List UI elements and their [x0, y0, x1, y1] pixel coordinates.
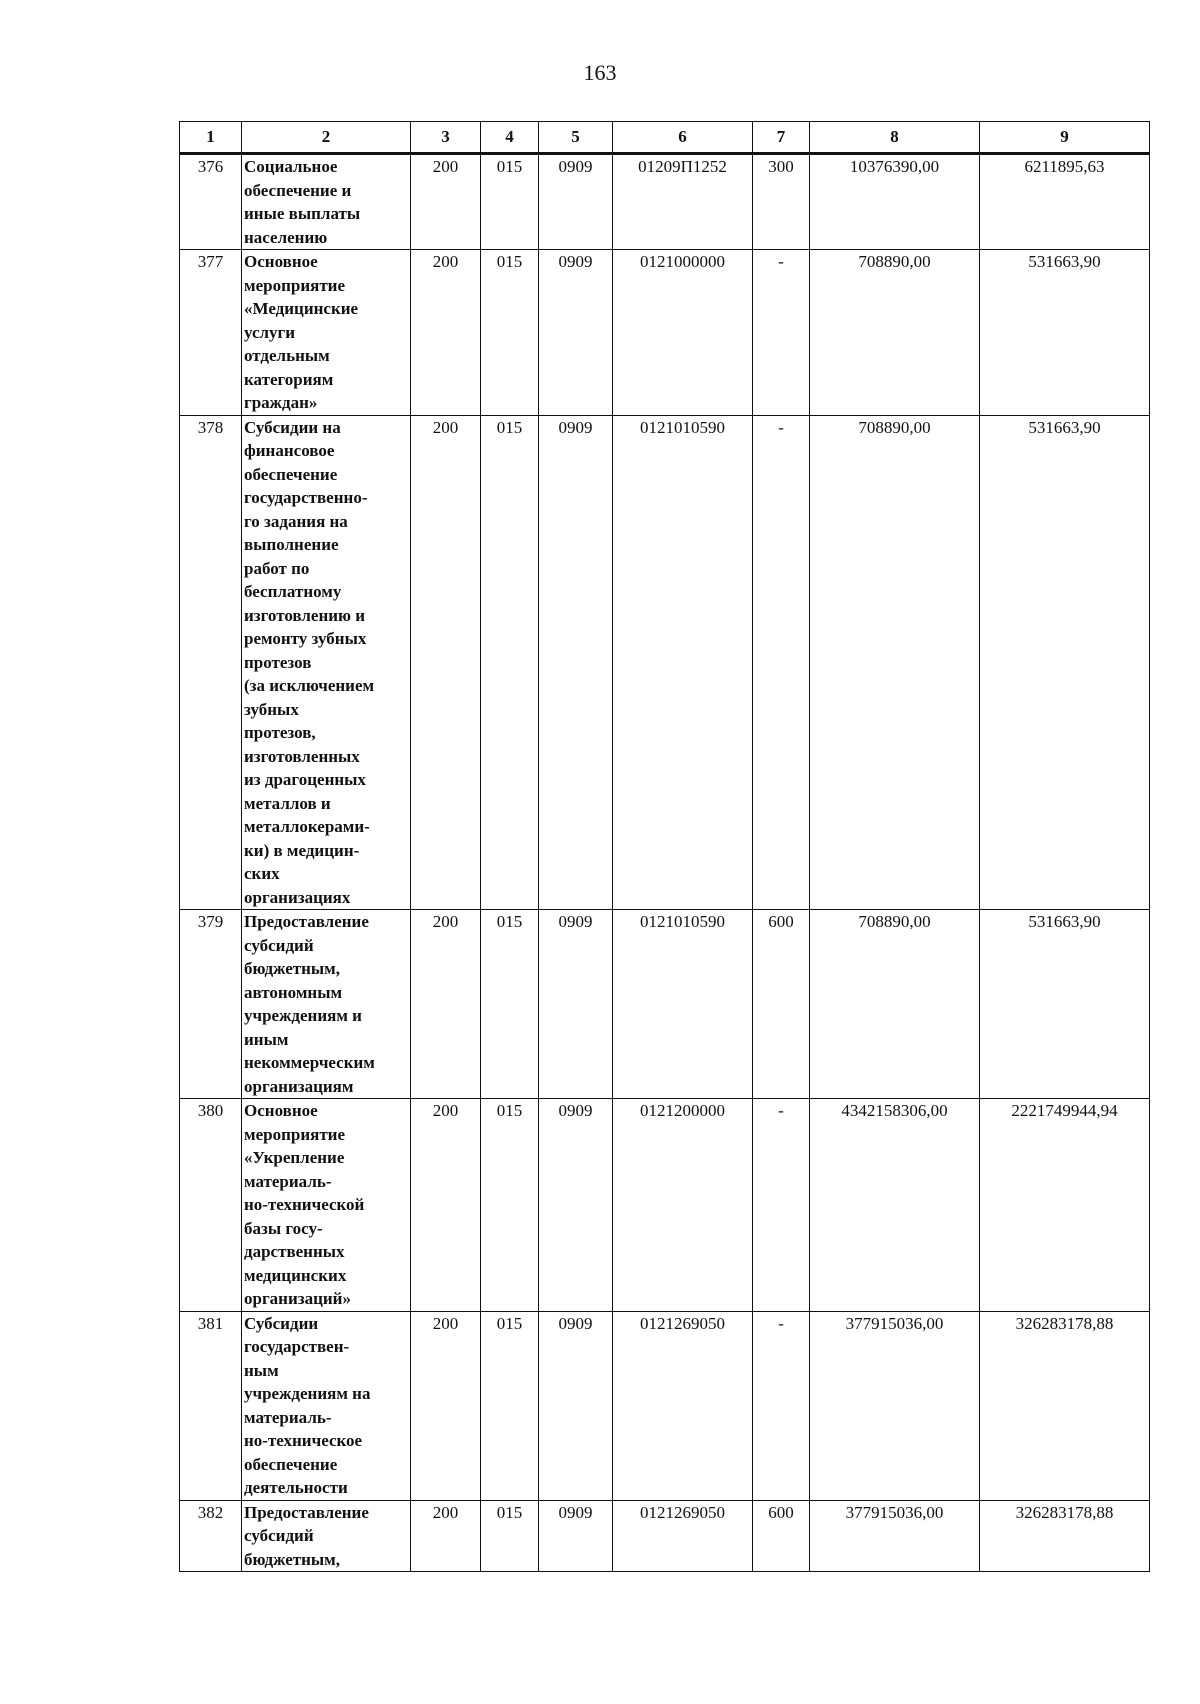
item-name-line: автономным: [244, 982, 343, 1002]
item-name-line: населению: [244, 227, 328, 247]
item-name-line: (за исключением: [244, 676, 375, 695]
code-col-4: 015: [481, 1311, 539, 1500]
item-name-line: услуги: [244, 322, 296, 342]
code-col-3: 200: [411, 415, 481, 910]
item-name-line: «Медицинские: [244, 299, 359, 318]
code-col-7: -: [753, 250, 810, 416]
item-name-line: финансовое: [244, 441, 335, 460]
item-name-line: мероприятие: [244, 1124, 346, 1144]
item-name-line: бесплатному: [244, 582, 342, 601]
item-name-line: материаль-: [244, 1407, 332, 1427]
item-name-line: некоммерческим: [244, 1053, 375, 1072]
column-number-row: [180, 122, 1150, 154]
code-col-4: 015: [481, 1099, 539, 1312]
item-name-line: металлокерами-: [244, 817, 370, 836]
item-name-line: Основное: [244, 1101, 318, 1120]
item-name-line: но-техническое: [244, 1431, 363, 1450]
item-name-line: иные выплаты: [244, 204, 361, 223]
item-name-line: категориям: [244, 369, 334, 389]
code-col-4: 015: [481, 250, 539, 416]
column-header-9: 9: [980, 122, 1150, 154]
amount-col-9: 326283178,88: [980, 1500, 1150, 1572]
column-header-2: 2: [242, 122, 411, 154]
code-col-3: 200: [411, 1311, 481, 1500]
item-name-line: государственно-: [244, 488, 368, 507]
item-name-line: Предоставление: [244, 1502, 369, 1522]
item-name-line: обеспечение и: [244, 180, 352, 200]
row-number: 382: [180, 1500, 242, 1572]
amount-col-9: 531663,90: [980, 415, 1150, 910]
row-number: 378: [180, 415, 242, 910]
table-row: [180, 415, 1150, 910]
amount-col-8: 708890,00: [810, 415, 980, 910]
column-header-4: 4: [481, 122, 539, 154]
code-col-6: 0121000000: [613, 250, 753, 416]
item-name-line: работ по: [244, 558, 310, 578]
item-name-line: но-технической: [244, 1195, 365, 1214]
table-row: [180, 1099, 1150, 1312]
item-name-line: отдельным: [244, 346, 330, 365]
amount-col-8: 4342158306,00: [810, 1099, 980, 1312]
item-name-line: организаций»: [244, 1289, 351, 1308]
item-name-line: изготовленных: [244, 746, 360, 766]
item-name-line: обеспечение: [244, 464, 338, 484]
column-header-1: 1: [180, 122, 242, 154]
amount-col-9: 531663,90: [980, 250, 1150, 416]
item-name: [242, 415, 411, 910]
code-col-7: 600: [753, 1500, 810, 1572]
amount-col-8: 377915036,00: [810, 1311, 980, 1500]
item-name-line: медицинских: [244, 1265, 347, 1285]
item-name: [242, 154, 411, 250]
item-name-line: базы госу-: [244, 1218, 323, 1238]
item-name-line: Субсидии на: [244, 417, 341, 437]
code-col-4: 015: [481, 1500, 539, 1572]
code-col-5: 0909: [539, 415, 613, 910]
code-col-6: 0121269050: [613, 1500, 753, 1572]
item-name-line: субсидий: [244, 1526, 314, 1545]
item-name-line: протезов: [244, 652, 312, 672]
item-name-line: организациях: [244, 887, 351, 907]
table-row: [180, 910, 1150, 1099]
row-number: 379: [180, 910, 242, 1099]
code-col-7: 300: [753, 154, 810, 250]
table-body: [180, 154, 1150, 1572]
code-col-7: -: [753, 1311, 810, 1500]
column-header-7: 7: [753, 122, 810, 154]
amount-col-8: 10376390,00: [810, 154, 980, 250]
item-name-line: дарственных: [244, 1242, 345, 1261]
code-col-5: 0909: [539, 1311, 613, 1500]
column-header-8: 8: [810, 122, 980, 154]
amount-col-8: 377915036,00: [810, 1500, 980, 1572]
item-name: [242, 1500, 411, 1572]
code-col-5: 0909: [539, 1099, 613, 1312]
table-row: [180, 154, 1150, 250]
item-name-line: организациям: [244, 1076, 354, 1096]
item-name: [242, 910, 411, 1099]
row-number: 381: [180, 1311, 242, 1500]
item-name-line: изготовлению и: [244, 605, 366, 625]
item-name-line: бюджетным,: [244, 1549, 341, 1569]
item-name: [242, 1099, 411, 1312]
table-row: [180, 1500, 1150, 1572]
code-col-5: 0909: [539, 250, 613, 416]
item-name-line: обеспечение: [244, 1454, 338, 1474]
amount-col-9: 6211895,63: [980, 154, 1150, 250]
item-name-line: Основное: [244, 252, 318, 271]
item-name-line: ремонту зубных: [244, 629, 367, 648]
row-number: 376: [180, 154, 242, 250]
code-col-4: 015: [481, 415, 539, 910]
item-name-line: ских: [244, 864, 280, 883]
table-row: [180, 1311, 1150, 1500]
item-name-line: мероприятие: [244, 275, 346, 295]
item-name-line: иным: [244, 1029, 289, 1049]
code-col-3: 200: [411, 1500, 481, 1572]
item-name-line: государствен-: [244, 1337, 350, 1356]
code-col-5: 0909: [539, 1500, 613, 1572]
item-name: [242, 250, 411, 416]
page-number: 163: [583, 60, 617, 85]
item-name-line: Социальное: [244, 157, 338, 176]
item-name-line: Предоставление: [244, 912, 369, 931]
code-col-6: 0121010590: [613, 910, 753, 1099]
item-name-line: металлов и: [244, 793, 331, 813]
amount-col-8: 708890,00: [810, 910, 980, 1099]
column-header-3: 3: [411, 122, 481, 154]
amount-col-9: 326283178,88: [980, 1311, 1150, 1500]
item-name-line: «Укрепление: [244, 1148, 345, 1167]
row-number: 380: [180, 1099, 242, 1312]
amount-col-8: 708890,00: [810, 250, 980, 416]
code-col-4: 015: [481, 154, 539, 250]
code-col-7: -: [753, 1099, 810, 1312]
code-col-7: 600: [753, 910, 810, 1099]
item-name-line: протезов,: [244, 723, 316, 742]
code-col-5: 0909: [539, 910, 613, 1099]
table-row: [180, 250, 1150, 416]
item-name-line: граждан»: [244, 393, 318, 412]
code-col-4: 015: [481, 910, 539, 1099]
code-col-6: 0121200000: [613, 1099, 753, 1312]
code-col-3: 200: [411, 1099, 481, 1312]
item-name-line: го задания на: [244, 511, 348, 531]
code-col-5: 0909: [539, 154, 613, 250]
item-name-line: учреждениям на: [244, 1384, 371, 1403]
item-name-line: деятельности: [244, 1478, 348, 1497]
amount-col-9: 531663,90: [980, 910, 1150, 1099]
item-name: [242, 1311, 411, 1500]
budget-table: [179, 121, 1150, 1572]
code-col-6: 0121269050: [613, 1311, 753, 1500]
item-name-line: из драгоценных: [244, 770, 366, 789]
code-col-3: 200: [411, 910, 481, 1099]
item-name-line: бюджетным,: [244, 959, 341, 978]
item-name-line: учреждениям и: [244, 1006, 362, 1025]
item-name-line: субсидий: [244, 935, 314, 955]
item-name-line: выполнение: [244, 535, 339, 554]
amount-col-9: 2221749944,94: [980, 1099, 1150, 1312]
code-col-7: -: [753, 415, 810, 910]
item-name-line: Субсидии: [244, 1313, 319, 1333]
item-name-line: ки) в медицин-: [244, 840, 360, 860]
item-name-line: зубных: [244, 699, 299, 719]
column-header-6: 6: [613, 122, 753, 154]
row-number: 377: [180, 250, 242, 416]
code-col-6: 01209П1252: [613, 154, 753, 250]
code-col-6: 0121010590: [613, 415, 753, 910]
item-name-line: ным: [244, 1360, 279, 1380]
column-header-5: 5: [539, 122, 613, 154]
item-name-line: материаль-: [244, 1171, 332, 1191]
code-col-3: 200: [411, 250, 481, 416]
code-col-3: 200: [411, 154, 481, 250]
